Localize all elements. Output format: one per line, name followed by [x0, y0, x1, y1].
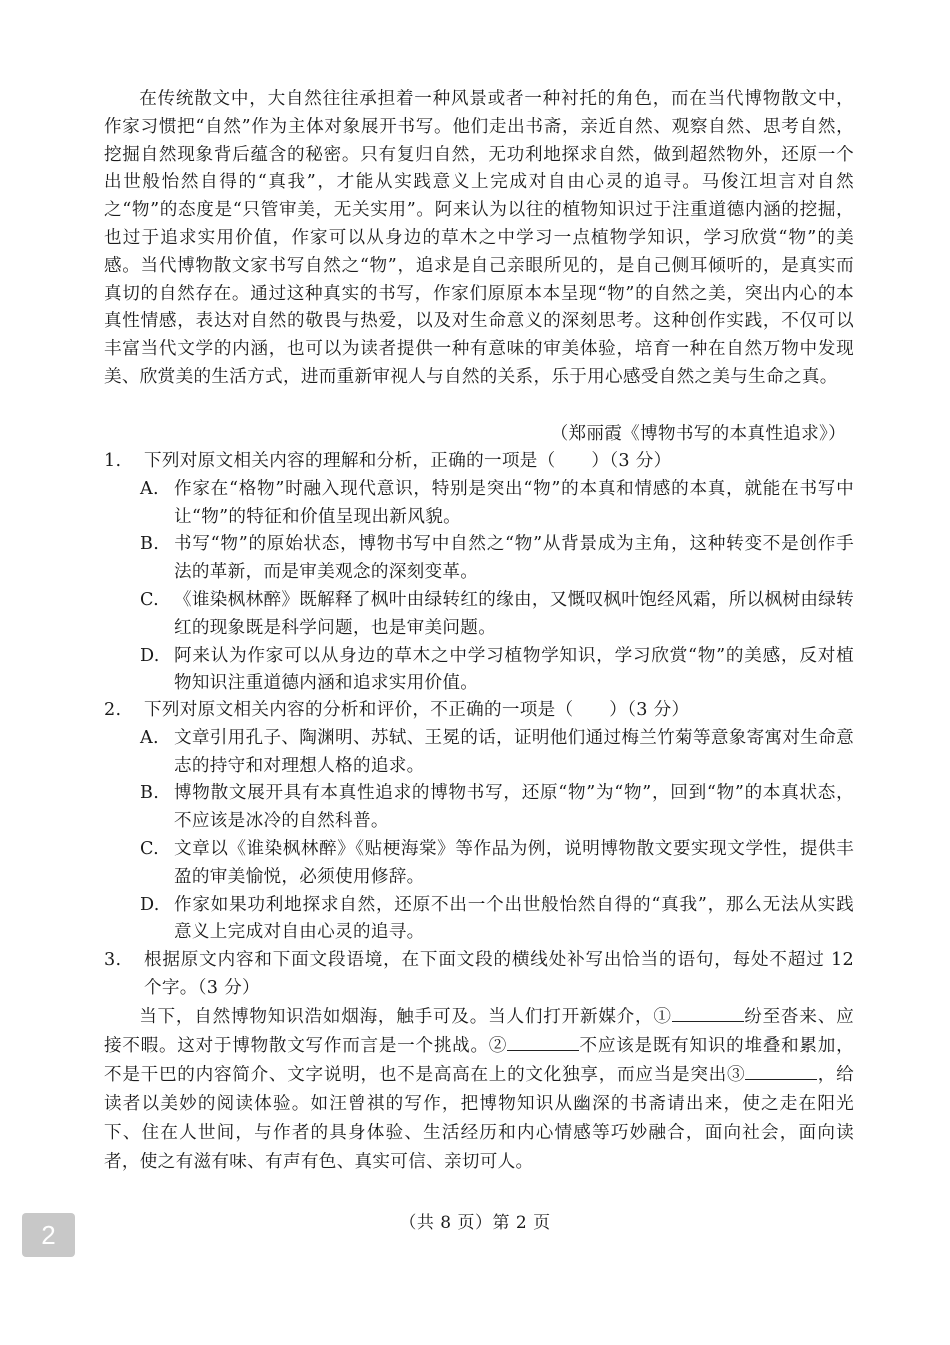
option-c — [140, 836, 854, 892]
passage-source: （郑丽霞《博物书写的本真性追求》） — [550, 424, 846, 444]
fill-in-paragraph — [104, 1003, 854, 1177]
option-label: A. — [140, 727, 159, 748]
text-segment: 不应该是既有知识的堆叠和累加，不是干巴的内容简介、文字说明，也不是高高在上的文化独享，而应当是突出 — [104, 1036, 854, 1085]
page-footer: （共 8 页）第 2 页 — [399, 1213, 551, 1233]
option-a — [140, 476, 854, 532]
passage-paragraph: 在传统散文中，大自然往往承担着一种风景或者一种衬托的角色，而在当代博物散文中，作家习惯把“自然”作为主体对象展开书写。他们走出书斋，亲近自然、观察自然、思考自然，挖掘自然现象背后蕴含的秘密。只有复归自然，无功利地探求自然，做到超然物外，还原一个出世般怡然自得的“真我”，才能从实践意义上完成对自由心灵的追寻。马俊江坦言对自然之“物”的态度是“只管审美，无关实用”。阿来认为以往的植物知识过于注重道德内涵的挖掘，也过于追求实用价值，作家可以从身边的草木之中学习一点植物学知识，学习欣赏“物”的美感。当代博物散文家书写自然之“物”，追求是自己亲眼所见的，是自己侧耳倾听的，是真实而真切的自然存在。通过这种真实的书写，作家们原原本本呈现“物”的自然之美，突出内心的本真性情感，表达对自然的敬畏与热爱，以及对生命意义的深刻思考。这种创作实践，不仅可以丰富当代文学的内涵，也可以为读者提供一种有意味的审美体验，培育一种在自然万物中发现美、欣赏美的生活方式，进而重新审视人与自然的关系，乐于用心感受自然之美与生命之真。 — [104, 89, 854, 387]
option-text: 书写“物”的原始状态，博物书写中自然之“物”从背景成为主角，这种转变不是创作手法的革新，而是审美观念的深刻变革。 — [174, 534, 854, 583]
question-stem — [104, 697, 854, 725]
text-segment: 当下，自然博物知识浩如烟海，触手可及。当人们打开新媒介， — [139, 1007, 654, 1027]
question-number: 1. — [104, 451, 122, 471]
fill-in-passage — [104, 1003, 854, 1177]
question-number: 2. — [104, 700, 122, 720]
option-c — [140, 587, 854, 643]
answer-blank-3[interactable] — [745, 1063, 817, 1080]
question-text: 下列对原文相关内容的分析和评价，不正确的一项是（ ）（3 分） — [144, 700, 690, 720]
question-stem — [104, 448, 854, 476]
question-text: 根据原文内容和下面文段语境，在下面文段的横线处补写出恰当的语句，每处不超过 12 个字。（3 分） — [144, 950, 854, 998]
option-text: 作家如果功利地探求自然，还原不出一个出世般怡然自得的“真我”，那么无法从实践意义上完成对自由心灵的追寻。 — [174, 894, 854, 943]
question-text: 下列对原文相关内容的理解和分析，正确的一项是（ ）（3 分） — [144, 451, 672, 471]
option-a — [140, 725, 854, 781]
option-text: 作家在“格物”时融入现代意识，特别是突出“物”的本真和情感的本真，就能在书写中让“物”的特征和价值呈现出新风貌。 — [174, 478, 854, 527]
blank-marker: ① — [653, 1007, 672, 1027]
question-2 — [104, 697, 854, 947]
text-segment: ，给读者以美妙的阅读体验。如汪曾祺的写作，把博物知识从幽深的书斋请出来，使之走在阳光下、住在人世间，与作者的具身体验、生活经历和内心情感等巧妙融合，面向社会，面向读者，使之有滋有味、有声有色、真实可信、亲切可人。 — [104, 1065, 854, 1172]
option-text: 阿来认为作家可以从身边的草木之中学习植物学知识，学习欣赏“物”的美感，反对植物知识注重道德内涵和追求实用价值。 — [174, 645, 854, 694]
blank-marker: ② — [488, 1036, 508, 1056]
option-label: B. — [140, 783, 160, 804]
option-text: 文章引用孔子、陶渊明、苏轼、王冕的话，证明他们通过梅兰竹菊等意象寄寓对生命意志的持守和对理想人格的追求。 — [174, 727, 854, 776]
question-stem — [104, 947, 854, 1003]
answer-blank-2[interactable] — [507, 1034, 579, 1051]
reading-passage — [104, 86, 854, 392]
page-number-badge: 2 — [22, 1213, 75, 1257]
option-label: D. — [140, 645, 160, 666]
question-3 — [104, 947, 854, 1003]
option-label: D. — [140, 894, 160, 915]
question-1 — [104, 448, 854, 698]
option-b — [140, 780, 854, 836]
option-d — [140, 892, 854, 948]
option-label: C. — [140, 589, 160, 610]
option-label: B. — [140, 534, 160, 555]
option-text: 《谁染枫林醉》既解释了枫叶由绿转红的缘由，又慨叹枫叶饱经风霜，所以枫树由绿转红的现象既是科学问题，也是审美问题。 — [174, 589, 854, 638]
option-b — [140, 531, 854, 587]
option-d — [140, 643, 854, 699]
question-number: 3. — [104, 950, 122, 970]
option-text: 文章以《谁染枫林醉》《贴梗海棠》等作品为例，说明博物散文要实现文学性，提供丰盈的审美愉悦，必须使用修辞。 — [174, 838, 854, 887]
option-label: A. — [140, 478, 159, 499]
blank-marker: ③ — [727, 1065, 746, 1085]
option-text: 博物散文展开具有本真性追求的博物书写，还原“物”为“物”，回到“物”的本真状态，不应该是冰冷的自然科普。 — [174, 783, 854, 832]
answer-blank-1[interactable] — [672, 1005, 744, 1022]
text-segment: 纷至沓来、应接不暇。这对于博物散文写作而言是一个挑战。 — [104, 1007, 854, 1056]
option-label: C. — [140, 838, 160, 859]
